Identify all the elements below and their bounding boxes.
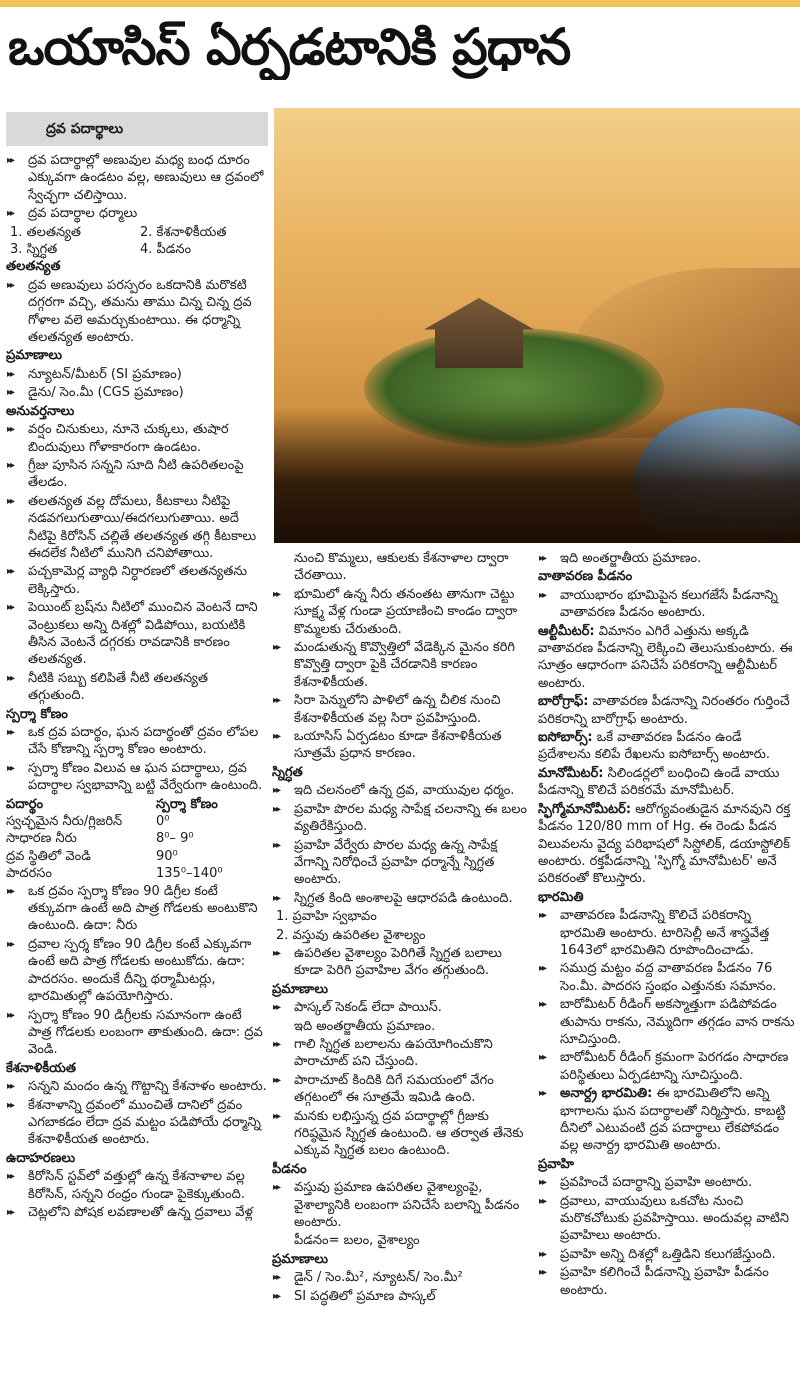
table-cell: పాదరసం	[6, 866, 53, 882]
list-item: ▸▸ ప్రవాహి వేర్వేరు పొరల మధ్య ఉన్న సాపేక్ష వేగాన్ని నిరోధించే ప్రవాహి ధర్మాన్నే స్నిగ్ధత అంటారు.	[272, 837, 534, 889]
term-text: ఒకే వాతావరణ పీడనం ఉండే ప్రదేశాలను కలిపే రేఖలను ఐసోబార్స్ అంటారు.	[538, 730, 771, 763]
list-item: ▸▸ ఒక ద్రవ పదార్థం, ఘన పదార్థంతో ద్రవం లోపల చేసే కోణాన్ని స్పర్శా కోణం అంటారు.	[6, 724, 268, 759]
subheading: వాతావరణ పీడనం	[538, 569, 633, 585]
list-item: ▸▸ ద్రవాల స్పర్శ కోణం 90 డిగ్రీల కంటే ఎక్కువగా ఉంటే అది పాత్ర గోడలకు అంటుకోదు. ఉదా: పాదరసం. అందుకే దీన్ని థర్మామీటర్లు, భారమితుల్లో ఉపయోగిస్తారు.	[6, 936, 268, 1006]
list-item: ▸▸ పెయింట్ బ్రష్‌ను నీటిలో ముంచిన వెంటనే దాని వెంట్రుకలు అన్ని దిశల్లో విడిపోయి, బయటికి తీసిన వెంటనే దగ్గరకు రావడానికి కారణం తలతన్యత.	[6, 599, 268, 669]
subheading: ప్రవాహి	[538, 1156, 574, 1172]
list-item: ▸▸ స్పర్శా కోణం విలువ ఆ ఘన పదార్థాలు, ద్రవ పదార్థాల స్వభావాన్ని బట్టి వేర్వేరుగా ఉంటుంది.	[6, 760, 268, 795]
list-item: ▸▸ బారోమీటర్ రీడింగ్ క్రమంగా పెరగడం సాధారణ పరిస్థితులు ఏర్పడటాన్ని సూచిస్తుంది.	[538, 1049, 796, 1084]
subheading: స్పర్శా కోణం	[6, 706, 68, 722]
list-item: ▸▸ పాస్కల్ సెకండ్ లేదా పాయిస్.	[272, 999, 534, 1016]
term-label: అనార్ద్ర భారమితి:	[560, 1086, 653, 1102]
property-item: 1. తలతన్యత	[10, 224, 82, 240]
list-item: ▸▸ గ్రీజు పూసిన సన్నని సూది నీటి ఉపరితలంపై తేలడం.	[6, 457, 268, 492]
numbered-item: 2. వస్తువు ఉపరితల వైశాల్యం	[276, 927, 426, 943]
list-item: ▸▸ న్యూటన్/మీటర్ (SI ప్రమాణం)	[6, 366, 268, 383]
list-item	[538, 1085, 796, 1155]
table-cell: 135⁰–140⁰	[156, 866, 223, 882]
property-item: 4. పీడనం	[140, 242, 192, 258]
list-item: ▸▸ సిరా పెన్నులోని పాళిలో ఉన్న చీలిక నుంచి కేశనాళికీయత వల్ల సిరా ప్రవహిస్తుంది.	[272, 692, 534, 727]
dune-shadow	[274, 408, 800, 543]
list-item: ▸▸ సముద్ర మట్టం వద్ద వాతావరణ పీడనం 76 సెం.మీ. పాదరస స్తంభం ఎత్తునకు సమానం.	[538, 960, 796, 995]
list-item: ▸▸ ప్రవాహి పొరల మధ్య సాపేక్ష చలనాన్ని ఈ బలం వ్యతిరేకిస్తుంది.	[272, 801, 534, 836]
subheading: అనువర్తనాలు	[6, 403, 75, 419]
list-item: ▸▸ భూమిలో ఉన్న నీరు తనంతట తానుగా చెట్టు సూక్ష్మ వేళ్ల గుండా ప్రయాణించి కాండం ద్వారా కొమ్మలకు చేరుతుంది.	[272, 586, 534, 638]
subheading: ప్రమాణాలు	[6, 348, 63, 364]
table-cell: సాధారణ నీరు	[6, 831, 77, 847]
list-item: ▸▸ తలతన్యత వల్ల దోమలు, కీటకాలు నీటిపై నడవగలుగుతాయి/ఈదగలుగుతాయి. అదే నీటిపై కిరోసిన్ చల్లితే తలతన్యత తగ్గి కీటకాలు ఈదలేక నీటిలో మునిగి చనిపోతాయి.	[6, 493, 268, 563]
column-3	[538, 550, 796, 1392]
list-item: ▸▸ ప్రవాహి కలిగించే పీడనాన్ని ప్రవాహి పీడనం అంటారు.	[538, 1264, 796, 1299]
list-item: ▸▸ మనకు లభిస్తున్న ద్రవ పదార్థాల్లో గ్రీజుకు గరిష్ఠమైన స్నిగ్ధత ఉంటుంది. ఆ తర్వాత తేనెకు ఎక్కువ స్నిగ్ధత బలం ఉంటుంది.	[272, 1108, 534, 1160]
list-item: ▸▸ ద్రవాలు, వాయువులు ఒకచోట నుంచి మరొకచోటుకు ప్రవహిస్తాయి. అందువల్ల వాటిని ప్రవాహిలు అంటారు.	[538, 1193, 796, 1245]
term-paragraph	[538, 765, 796, 800]
subheading: కేశనాళికీయత	[6, 1060, 76, 1076]
list-item: ▸▸ ద్రవ పదార్థాల ధర్మాలు	[6, 205, 268, 222]
list-item: ▸▸ ఉపరితల వైశాల్యం పెరిగితే స్నిగ్ధత బలాలు కూడా పెరిగి ప్రవాహిల వేగం తగ్గుతుంది.	[272, 945, 534, 980]
term-label: ఆల్టీమీటర్:	[538, 623, 595, 639]
subheading: ప్రమాణాలు	[272, 1251, 329, 1267]
paragraph: పీడనం= బలం, వైశాల్యం	[294, 1233, 420, 1249]
subheading: ఉదాహరణలు	[6, 1150, 76, 1166]
list-item: ▸▸ SI పద్ధతిలో ప్రమాణ పాస్కల్	[272, 1288, 534, 1305]
table-cell: స్వచ్ఛమైన నీరు/గ్లిజరిన్	[6, 814, 123, 830]
table-cell: 0⁰	[156, 814, 170, 830]
term-text: విమానం ఎగిరే ఎత్తును అక్కడి వాతావరణ పీడనాన్ని లెక్కించి తెలుసుకుంటారు. ఈ సూత్రం ఆధారంగా పనిచేసే పరికరాన్ని ఆల్టీమీటర్ అంటారు.	[538, 623, 793, 691]
paragraph: ఇది అంతర్జాతీయ ప్రమాణం.	[294, 1018, 436, 1034]
list-item: ▸▸ ఇది చలనంలో ఉన్న ద్రవ, వాయువుల ధర్మం.	[272, 782, 534, 799]
list-item: ▸▸ గాలి స్నిగ్ధత బలాలను ఉపయోగించుకొని పారాచూట్ పని చేస్తుంది.	[272, 1036, 534, 1071]
paragraph: నుంచి కొమ్మలు, ఆకులకు కేశనాళాల ద్వారా చేరతాయి.	[294, 551, 509, 584]
contact-angle-table	[6, 796, 268, 883]
list-item: ▸▸ పచ్చకామెర్ల వ్యాధి నిర్ధారణలో తలతన్యతను లెక్కిస్తారు.	[6, 563, 268, 598]
property-item: 2. కేశనాళికీయత	[140, 224, 227, 240]
term-paragraph	[538, 801, 796, 888]
subheading: భారమితి	[538, 889, 584, 905]
headline: ఒయాసిస్ ఏర్పడటానికి ప్రధాన	[8, 18, 571, 76]
oasis-photo	[274, 108, 800, 543]
list-item: ▸▸ వర్షం చినుకులు, నూనె చుక్కలు, తుషార బిందువులు గోళాకారంగా ఉండటం.	[6, 421, 268, 456]
list-item: ▸▸ సన్నని మందం ఉన్న గొట్టాన్ని కేశనాళం అంటారు.	[6, 1078, 268, 1095]
list-item: ▸▸ నీటికి సబ్బు కలిపితే నీటి తలతన్యత తగ్గుతుంది.	[6, 670, 268, 705]
list-item: ▸▸ వాయుభారం భూమిపైన కలుగజేసే పీడనాన్ని వాతావరణ పీడనం అంటారు.	[538, 587, 796, 622]
properties-list	[6, 224, 268, 259]
list-item: ▸▸ ద్రవ పదార్థాల్లో అణువుల మధ్య బంధ దూరం ఎక్కువగా ఉండటం వల్ల, అణువులు ఆ ద్రవంలో స్వేచ్ఛగా చలిస్తాయి.	[6, 152, 268, 204]
subheading: తలతన్యత	[6, 259, 61, 275]
table-cell: ద్రవ స్థితిలో వెండి	[6, 848, 91, 864]
pagoda	[424, 298, 534, 368]
list-item: ▸▸ ఒయాసిస్ ఏర్పడటం కూడా కేశనాళికీయత సూత్రమే ప్రధాన కారణం.	[272, 728, 534, 763]
list-item: ▸▸ వాతావరణ పీడనాన్ని కొలిచే పరికరాన్ని భారమితి అంటారు. టారిసెల్లీ అనే శాస్త్రవేత్త 1643లో భారమితిని రూపొందించాడు.	[538, 907, 796, 959]
list-item: ▸▸ చెట్లలోని పోషక లవణాలతో ఉన్న ద్రవాలు వేళ్ల	[6, 1204, 268, 1221]
list-item: ▸▸ మండుతున్న కొవ్వొత్తిలో వేడెక్కిన మైనం కరిగి కొవ్వొత్తి ద్వారా పైకి చేరడానికి కారణం కేశనాళికీయత.	[272, 639, 534, 691]
list-item: ▸▸ కిరోసిన్ స్టవ్‌లో వత్తుల్లో ఉన్న కేశనాళాల వల్ల కిరోసిన్, సన్నని రంధ్రం గుండా పైకెక్కుతుంది.	[6, 1168, 268, 1203]
list-item: ▸▸ డైను/ సెం.మీ (CGS ప్రమాణం)	[6, 384, 268, 401]
list-item: ▸▸ ప్రవాహి అన్ని దిశల్లో ఒత్తిడిని కలుగజేస్తుంది.	[538, 1246, 796, 1263]
term-text: వాతావరణ పీడనాన్ని నిరంతరం గుర్తించే పరికరాన్ని బారోగ్రాఫ్ అంటారు.	[538, 694, 790, 727]
term-text: సిలిండర్లలో బంధించి ఉండే వాయు పీడనాన్ని కొలిచే పరికరమే మానోమీటర్.	[538, 765, 780, 799]
numbered-item: 1. ప్రవాహి స్వభావం	[276, 909, 377, 925]
property-item: 3. స్నిగ్ధత	[10, 242, 58, 258]
table-cell: 8⁰– 9⁰	[156, 831, 194, 847]
top-color-bar	[0, 0, 800, 7]
table-header: స్పర్శా కోణం	[156, 796, 218, 812]
term-paragraph	[538, 729, 796, 764]
section-title: ద్రవ పదార్థాలు	[6, 112, 268, 146]
column-1	[6, 112, 268, 1392]
term-text: ఈ భారమితిలోని అన్ని భాగాలను ఘన పదార్థాలతో నిర్మిస్తారు. కాబట్టి దీనిలో ఎటువంటి ద్రవ పదార్థాలు లేకపోవడం వల్ల అనార్ద్ర భారమితి అంటారు.	[560, 1086, 786, 1154]
table-cell: 90⁰	[156, 848, 178, 864]
list-item: ▸▸ ప్రవహించే పదార్థాన్ని ప్రవాహి అంటారు.	[538, 1174, 796, 1191]
term-paragraph	[538, 623, 796, 693]
list-item: ▸▸ కేశనాళాన్ని ద్రవంలో ముంచితే దానిలో ద్రవం ఎగబాకడం లేదా ద్రవ మట్టం పడిపోయే ధర్మాన్ని కేశనాళికీయత అంటారు.	[6, 1097, 268, 1149]
term-label: ఐసోబార్స్:	[538, 730, 593, 746]
term-label: బారోగ్రాఫ్:	[538, 694, 589, 710]
subheading: పీడనం	[272, 1161, 307, 1177]
list-item: ▸▸ వస్తువు ప్రమాణ ఉపరితల వైశాల్యంపై, వైశాల్యానికి లంబంగా పనిచేసే బలాన్ని పీడనం అంటారు.	[272, 1179, 534, 1231]
list-item: ▸▸ బారోమీటర్ రీడింగ్ అకస్మాత్తుగా పడిపోవడం తుపాను రాకను, నెమ్మదిగా తగ్గడం వాన రాకను సూచిస్తుంది.	[538, 996, 796, 1048]
term-label: స్ఫిగ్మోమానోమీటర్:	[538, 801, 632, 817]
list-item: ▸▸ డైన్ / సెం.మీ², న్యూటన్/ సెం.మీ²	[272, 1269, 534, 1286]
list-item: ▸▸ ఇది అంతర్జాతీయ ప్రమాణం.	[538, 550, 796, 567]
column-2	[272, 550, 534, 1392]
subheading: స్నిగ్ధత	[272, 764, 303, 780]
term-text: ఆరోగ్యవంతుడైన మానవుని రక్త పీడనం 120/80 mm of Hg. ఈ రెండు పీడన విలువలను వైద్య పరిభాషలో సిస్టోలిక్, డయాస్టోలిక్ అంటారు. రక్తపీడనాన్ని 'స్ఫిగ్మో మానోమీటర్' అనే పరికరంతో కొలుస్తారు.	[538, 801, 791, 887]
list-item: ▸▸ స్పర్శా కోణం 90 డిగ్రీలకు సమానంగా ఉంటే పాత్ర గోడలకు లంబంగా తాకుతుంది. ఉదా: ద్రవ వెండి.	[6, 1007, 268, 1059]
list-item: ▸▸ ద్రవ అణువులు పరస్పరం ఒకదానికి మరొకటి దగ్గరగా వచ్చి, తమను తాము చిన్న చిన్న ద్రవ గోళాల వలె అమర్చుకుంటాయి. ఈ ధర్మాన్ని తలతన్యత అంటారు.	[6, 277, 268, 347]
list-item: ▸▸ స్నిగ్ధత కింది అంశాలపై ఆధారపడి ఉంటుంది.	[272, 890, 534, 907]
list-item: ▸▸ ఒక ద్రవం స్పర్శా కోణం 90 డిగ్రీల కంటే తక్కువగా ఉంటే అది పాత్ర గోడలకు అంటుకొని ఉంటుంది. ఉదా: నీరు	[6, 883, 268, 935]
term-label: మానోమీటర్:	[538, 765, 604, 781]
table-header: పదార్థం	[6, 796, 44, 812]
list-item: ▸▸ పారాచూట్ కిందికి దిగే సమయంలో వేగం తగ్గటంలో ఈ సూత్రమే ఇమిడి ఉంది.	[272, 1072, 534, 1107]
subheading: ప్రమాణాలు	[272, 981, 329, 997]
term-paragraph	[538, 693, 796, 728]
